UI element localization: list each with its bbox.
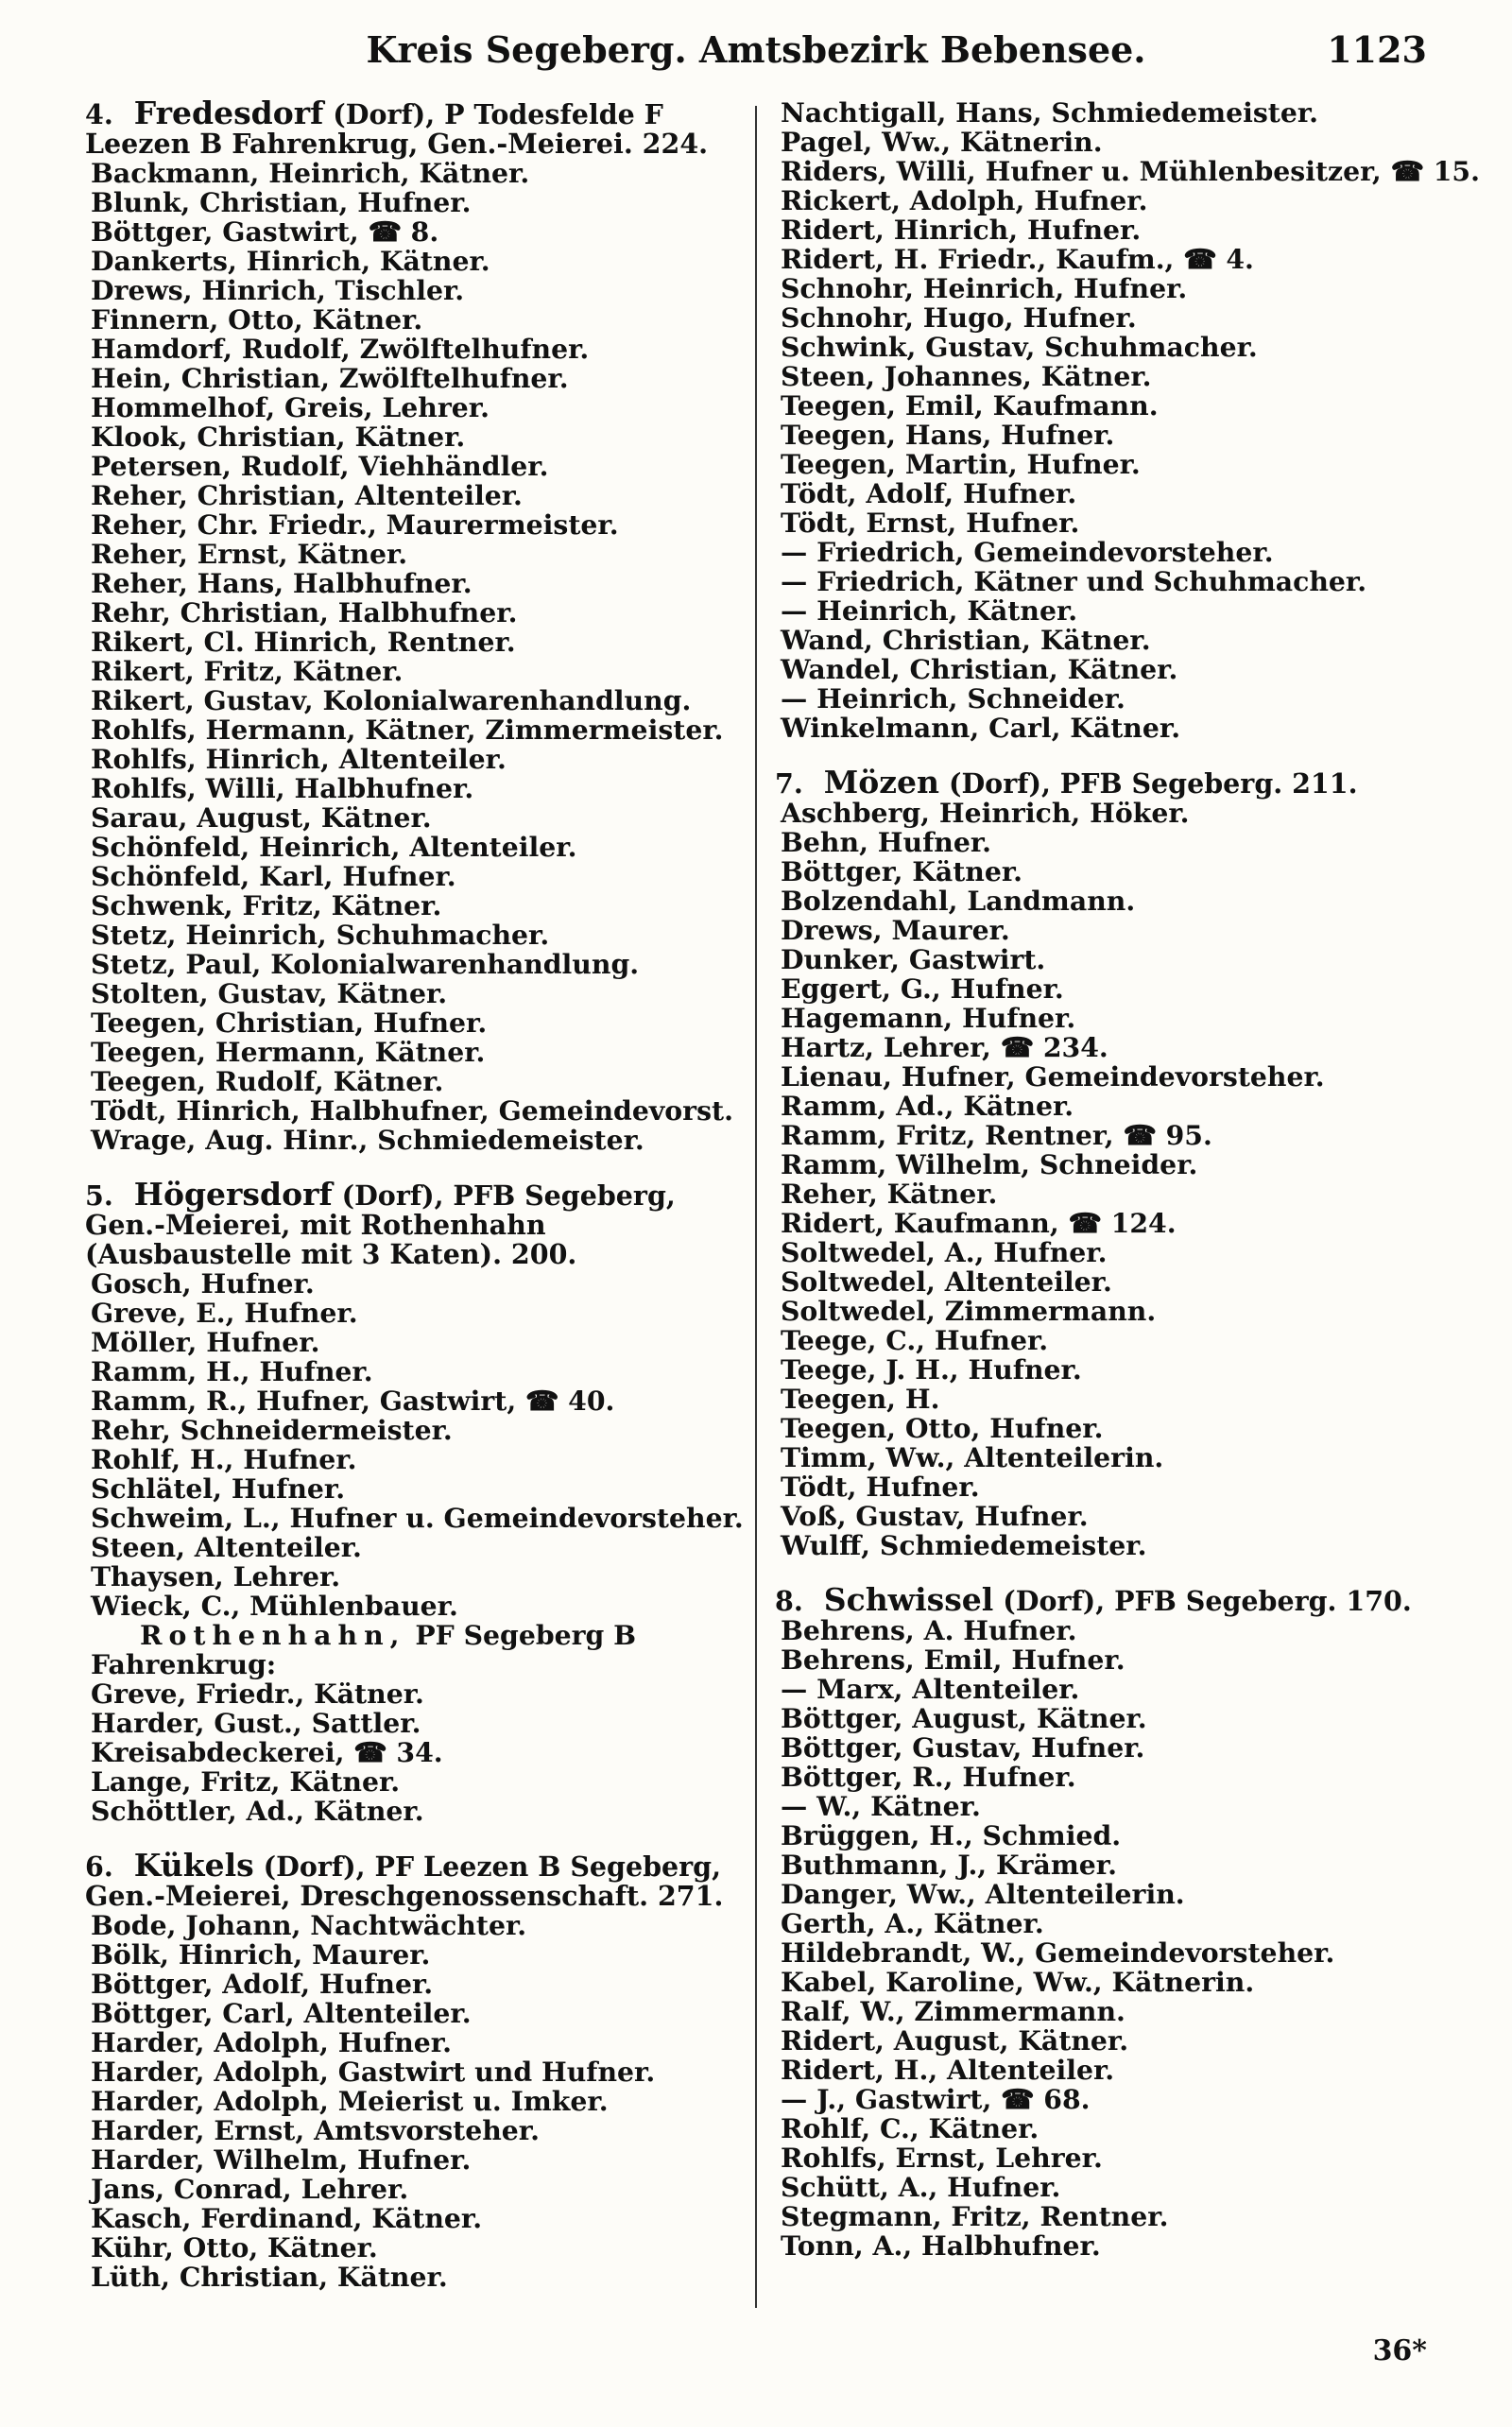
directory-entry: Hommelhof, Greis, Lehrer. [91, 391, 490, 423]
directory-entry: Teegen, Emil, Kaufmann. [781, 389, 1159, 422]
directory-entry: Lüth, Christian, Kätner. [91, 2261, 448, 2293]
directory-entry: Böttger, Adolf, Hufner. [91, 1968, 434, 2000]
directory-entry: Dunker, Gastwirt. [781, 943, 1046, 975]
place-name: Mözen [823, 764, 940, 800]
section-number: 8. [775, 1585, 803, 1617]
right-column [775, 96, 1480, 2262]
directory-entry: Hildebrandt, W., Gemeindevorsteher. [781, 1936, 1335, 1969]
directory-entry: Reher, Christian, Altenteiler. [91, 479, 523, 511]
section-heading [85, 1847, 728, 1912]
directory-entry: Möller, Hufner. [91, 1326, 320, 1358]
directory-entry: Steen, Johannes, Kätner. [781, 360, 1152, 392]
directory-entry: Behrens, Emil, Hufner. [781, 1644, 1125, 1676]
directory-entry: Teege, J. H., Hufner. [781, 1353, 1082, 1386]
directory-entry: Buthmann, J., Krämer. [781, 1849, 1117, 1881]
directory-entry: Behn, Hufner. [781, 826, 991, 858]
signature-mark: 36* [1372, 2334, 1427, 2367]
section-number: 5. [85, 1179, 113, 1212]
directory-entry: Teegen, Hans, Hufner. [781, 419, 1115, 451]
directory-entry: Wand, Christian, Kätner. [781, 624, 1151, 656]
directory-entry: Tödt, Adolf, Hufner. [781, 477, 1077, 509]
directory-entry: Voß, Gustav, Hufner. [781, 1500, 1089, 1532]
directory-entry: Behrens, A. Hufner. [781, 1614, 1077, 1646]
directory-entry: Greve, Friedr., Kätner. [91, 1678, 424, 1710]
directory-entry: Stetz, Heinrich, Schuhmacher. [91, 919, 550, 951]
directory-entry: Ridert, H., Altenteiler. [781, 2054, 1115, 2086]
directory-entry: Hamdorf, Rudolf, Zwölftelhufner. [91, 333, 590, 365]
directory-entry: Reher, Hans, Halbhufner. [91, 567, 472, 599]
running-title: Kreis Segeberg. Amtsbezirk Bebensee. [366, 28, 1146, 71]
directory-entry: — Friedrich, Gemeindevorsteher. [781, 536, 1274, 568]
directory-entry: Ramm, R., Hufner, Gastwirt, ☎ 40. [91, 1385, 615, 1417]
directory-entry: Rohlfs, Hermann, Kätner, Zimmermeister. [91, 714, 724, 746]
directory-entry: Reher, Kätner. [781, 1178, 998, 1210]
directory-entry: Schütt, A., Hufner. [781, 2171, 1061, 2203]
directory-entry: Böttger, Kätner. [781, 855, 1023, 887]
directory-entry: Brüggen, H., Schmied. [781, 1819, 1122, 1851]
directory-entry: Harder, Wilhelm, Hufner. [91, 2143, 472, 2176]
directory-entry: Harder, Gust., Sattler. [91, 1707, 421, 1739]
directory-entry: Pagel, Ww., Kätnerin. [781, 126, 1103, 158]
directory-entry: Tödt, Ernst, Hufner. [781, 507, 1080, 539]
directory-entry: Böttger, Gustav, Hufner. [781, 1731, 1145, 1764]
directory-entry: Dankerts, Hinrich, Kätner. [91, 245, 490, 277]
directory-entry: Bölk, Hinrich, Maurer. [91, 1938, 431, 1971]
directory-entry: Stegmann, Fritz, Rentner. [781, 2200, 1169, 2232]
directory-entry: Stetz, Paul, Kolonialwarenhandlung. [91, 948, 640, 980]
directory-entry: Böttger, August, Kätner. [781, 1702, 1147, 1734]
directory-entry: Kasch, Ferdinand, Kätner. [91, 2202, 483, 2234]
directory-entry: Klook, Christian, Kätner. [91, 421, 466, 453]
directory-entry: Schnohr, Heinrich, Hufner. [781, 272, 1188, 304]
directory-entry: Schwink, Gustav, Schuhmacher. [781, 331, 1258, 363]
directory-entry: Petersen, Rudolf, Viehhändler. [91, 450, 549, 482]
directory-entry: Soltwedel, Altenteiler. [781, 1265, 1112, 1298]
directory-entry: Harder, Ernst, Amtsvorsteher. [91, 2114, 540, 2146]
directory-entry: Ramm, Wilhelm, Schneider. [781, 1148, 1198, 1180]
directory-entry: Teegen, Rudolf, Kätner. [91, 1065, 444, 1097]
place-name: Schwissel [823, 1581, 994, 1618]
directory-entry: Tödt, Hinrich, Halbhufner, Gemeindevorst. [91, 1094, 733, 1127]
directory-entry: Rohlf, H., Hufner. [91, 1443, 357, 1475]
section-number: 7. [775, 767, 803, 800]
directory-entry: Lange, Fritz, Kätner. [91, 1765, 401, 1798]
directory-entry: Harder, Adolph, Gastwirt und Hufner. [91, 2056, 656, 2088]
section-heading [775, 764, 1418, 800]
left-column [85, 95, 744, 2293]
directory-entry: Lienau, Hufner, Gemeindevorsteher. [781, 1060, 1325, 1093]
directory-entry: Stolten, Gustav, Kätner. [91, 977, 448, 1009]
section-heading [775, 1581, 1418, 1618]
section-number: 6. [85, 1850, 113, 1883]
directory-entry: Schönfeld, Karl, Hufner. [91, 860, 456, 892]
page-number: 1123 [1327, 28, 1427, 71]
directory-entry: Wieck, C., Mühlenbauer. [91, 1590, 458, 1622]
directory-entry: Thaysen, Lehrer. [91, 1560, 341, 1592]
column-divider [755, 106, 757, 2308]
directory-entry: Ridert, H. Friedr., Kaufm., ☎ 4. [781, 243, 1254, 275]
directory-entry: Schlätel, Hufner. [91, 1472, 346, 1505]
directory-entry: Ridert, Kaufmann, ☎ 124. [781, 1207, 1177, 1239]
directory-entry: — W., Kätner. [781, 1790, 981, 1822]
place-info: (Dorf), PFB Segeberg. 170. [1003, 1585, 1412, 1617]
directory-entry: Greve, E., Hufner. [91, 1297, 358, 1329]
directory-entry: Reher, Chr. Friedr., Maurermeister. [91, 508, 619, 541]
directory-entry: Ramm, H., Hufner. [91, 1355, 373, 1387]
directory-entry: Harder, Adolph, Meierist u. Imker. [91, 2085, 609, 2117]
place-info: (Dorf), PF Leezen B Segeberg, Gen.-Meierei, Dreschgenossenschaft. 271. [85, 1850, 724, 1912]
directory-entry: Nachtigall, Hans, Schmiedemeister. [781, 96, 1319, 129]
directory-entry: Ramm, Fritz, Rentner, ☎ 95. [781, 1119, 1212, 1151]
directory-entry: Drews, Maurer. [781, 914, 1010, 946]
directory-entry: Steen, Altenteiler. [91, 1531, 362, 1563]
directory-entry: Drews, Hinrich, Tischler. [91, 274, 465, 306]
directory-entry: Böttger, Carl, Altenteiler. [91, 1997, 472, 2029]
directory-entry: Harder, Adolph, Hufner. [91, 2026, 452, 2058]
place-info: (Dorf), P Todesfelde F Leezen B Fahrenkrug, Gen.-Meierei. 224. [85, 98, 709, 160]
directory-entry: Reher, Ernst, Kätner. [91, 538, 408, 570]
directory-entry: Rohlfs, Willi, Halbhufner. [91, 772, 474, 804]
directory-entry: Soltwedel, Zimmermann. [781, 1295, 1157, 1327]
directory-entry: Bode, Johann, Nachtwächter. [91, 1909, 527, 1941]
directory-entry: Tödt, Hufner. [781, 1471, 980, 1503]
directory-entry: Ralf, W., Zimmermann. [781, 1995, 1125, 2027]
section-heading [85, 95, 728, 160]
directory-entry: — Heinrich, Schneider. [781, 682, 1125, 714]
directory-entry: — J., Gastwirt, ☎ 68. [781, 2083, 1091, 2115]
page-header [85, 28, 1427, 85]
directory-entry: Rohlfs, Ernst, Lehrer. [781, 2142, 1103, 2174]
directory-entry: Riders, Willi, Hufner u. Mühlenbesitzer, ☎ 15. [781, 155, 1480, 187]
directory-entry: Ramm, Ad., Kätner. [781, 1090, 1074, 1122]
subsection-place: Rothenhahn, [140, 1619, 406, 1651]
directory-entry: Hagemann, Hufner. [781, 1002, 1076, 1034]
directory-entry: Böttger, R., Hufner. [781, 1761, 1076, 1793]
directory-entry: Blunk, Christian, Hufner. [91, 186, 472, 218]
directory-entry: Rikert, Fritz, Kätner. [91, 655, 404, 687]
directory-entry: Jans, Conrad, Lehrer. [91, 2173, 409, 2205]
directory-entry: Rehr, Schneidermeister. [91, 1414, 453, 1446]
directory-entry: Gosch, Hufner. [91, 1267, 315, 1300]
directory-entry: Eggert, G., Hufner. [781, 973, 1064, 1005]
directory-entry: Timm, Ww., Altenteilerin. [781, 1441, 1164, 1473]
directory-entry: Teegen, Otto, Hufner. [781, 1412, 1104, 1444]
place-name: Kükels [133, 1847, 254, 1884]
place-info: (Dorf), PFB Segeberg. 211. [948, 767, 1358, 800]
directory-entry: Teegen, Christian, Hufner. [91, 1007, 488, 1039]
section-heading [85, 1176, 728, 1270]
directory-entry: Rehr, Christian, Halbhufner. [91, 596, 518, 628]
subsection-heading [85, 1621, 728, 1679]
directory-entry: Teegen, Martin, Hufner. [781, 448, 1141, 480]
directory-entry: Rickert, Adolph, Hufner. [781, 184, 1148, 216]
directory-entry: Wandel, Christian, Kätner. [781, 653, 1178, 685]
subsection-info: PF Segeberg B Fahrenkrug: [91, 1619, 637, 1680]
directory-entry: Backmann, Heinrich, Kätner. [91, 157, 530, 189]
place-info: (Dorf), PFB Segeberg, Gen.-Meierei, mit Rothenhahn (Ausbaustelle mit 3 Katen). 200. [85, 1179, 676, 1270]
directory-entry: Bolzendahl, Landmann. [781, 885, 1136, 917]
directory-entry: Tonn, A., Halbhufner. [781, 2229, 1101, 2262]
directory-entry: Danger, Ww., Altenteilerin. [781, 1878, 1185, 1910]
directory-entry: Rohlf, C., Kätner. [781, 2112, 1040, 2144]
section-number: 4. [85, 98, 113, 130]
directory-entry: Finnern, Otto, Kätner. [91, 303, 423, 336]
directory-entry: Schönfeld, Heinrich, Altenteiler. [91, 831, 577, 863]
directory-entry: Ridert, August, Kätner. [781, 2024, 1129, 2057]
directory-entry: — Friedrich, Kätner und Schuhmacher. [781, 565, 1367, 597]
place-name: Högersdorf [133, 1176, 333, 1213]
directory-entry: Schöttler, Ad., Kätner. [91, 1795, 424, 1827]
directory-entry: Kabel, Karoline, Ww., Kätnerin. [781, 1966, 1255, 1998]
directory-entry: Wulff, Schmiedemeister. [781, 1529, 1147, 1561]
directory-entry: Ridert, Hinrich, Hufner. [781, 214, 1142, 246]
directory-entry: Gerth, A., Kätner. [781, 1907, 1044, 1939]
place-name: Fredesdorf [133, 95, 324, 131]
directory-entry: Soltwedel, A., Hufner. [781, 1236, 1108, 1268]
directory-entry: Aschberg, Heinrich, Höker. [781, 797, 1190, 829]
directory-entry: Rikert, Gustav, Kolonialwarenhandlung. [91, 684, 692, 716]
directory-entry: Schweim, L., Hufner u. Gemeindevorsteher. [91, 1502, 744, 1534]
directory-entry: Kühr, Otto, Kätner. [91, 2231, 378, 2263]
directory-entry: Böttger, Gastwirt, ☎ 8. [91, 215, 439, 248]
directory-entry: — Heinrich, Kätner. [781, 594, 1078, 627]
directory-entry: Sarau, August, Kätner. [91, 801, 432, 834]
directory-entry: Teege, C., Hufner. [781, 1324, 1049, 1356]
directory-entry: Schnohr, Hugo, Hufner. [781, 301, 1137, 334]
directory-entry: — Marx, Altenteiler. [781, 1673, 1080, 1705]
directory-entry: Schwenk, Fritz, Kätner. [91, 889, 442, 921]
directory-entry: Hartz, Lehrer, ☎ 234. [781, 1031, 1108, 1063]
directory-entry: Teegen, Hermann, Kätner. [91, 1036, 486, 1068]
directory-entry: Wrage, Aug. Hinr., Schmiedemeister. [91, 1124, 644, 1156]
directory-entry: Hein, Christian, Zwölftelhufner. [91, 362, 569, 394]
directory-entry: Kreisabdeckerei, ☎ 34. [91, 1736, 443, 1768]
directory-entry: Rikert, Cl. Hinrich, Rentner. [91, 626, 516, 658]
directory-entry: Rohlfs, Hinrich, Altenteiler. [91, 743, 507, 775]
directory-entry: Teegen, H. [781, 1383, 940, 1415]
directory-entry: Winkelmann, Carl, Kätner. [781, 712, 1181, 744]
